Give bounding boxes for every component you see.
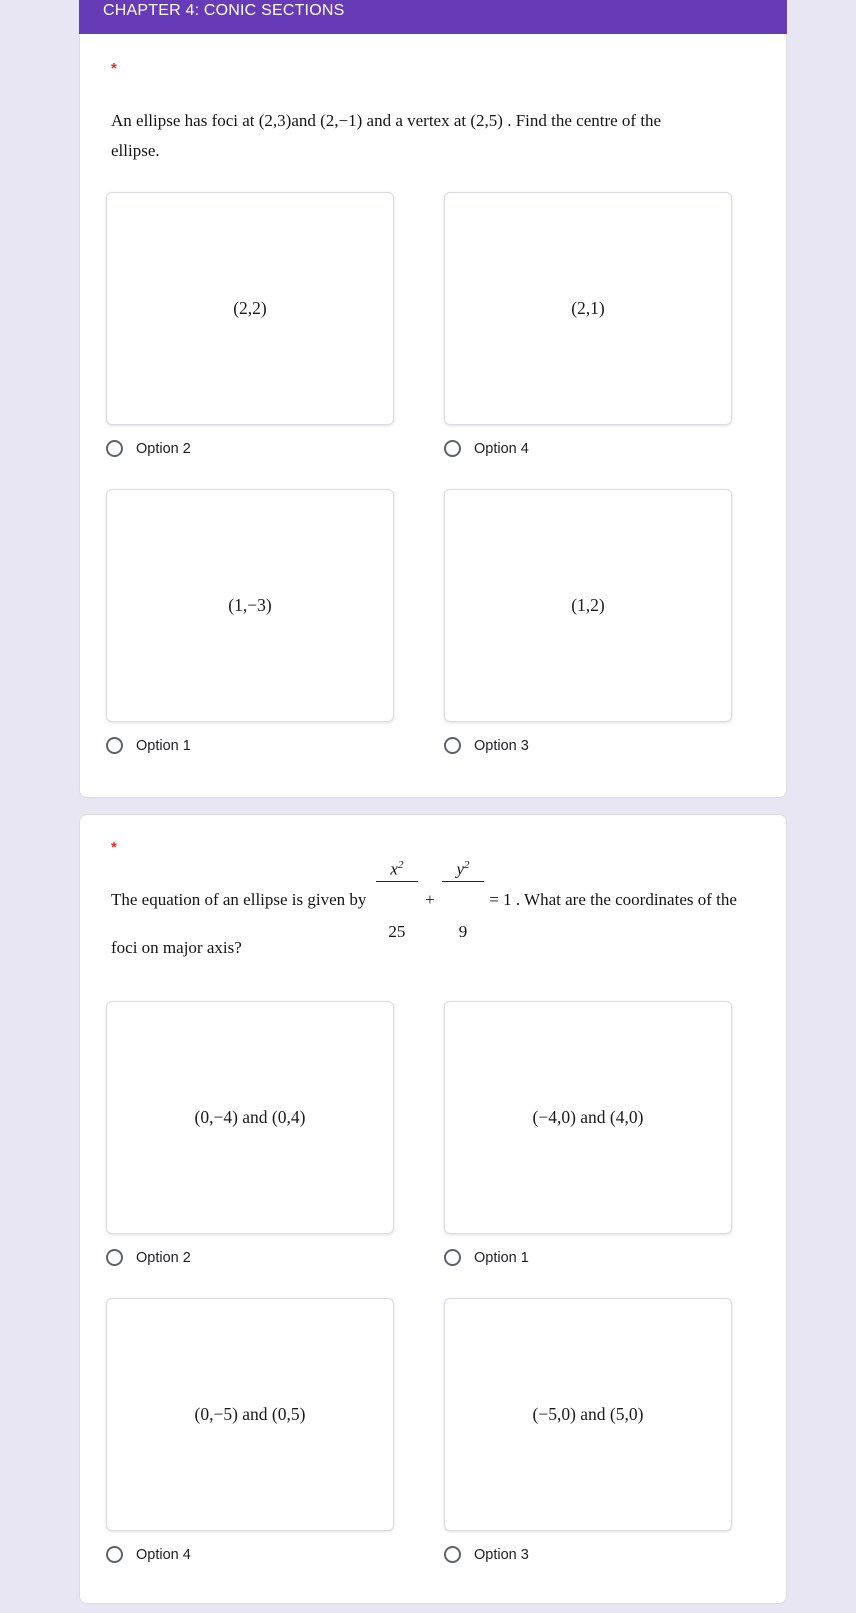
question-card-2 — [79, 814, 787, 1604]
radio-icon[interactable] — [444, 440, 461, 457]
option-math-value: (2,1) — [571, 298, 605, 318]
radio-option[interactable] — [106, 1247, 394, 1268]
radio-label[interactable]: Option 2 — [136, 440, 191, 457]
fraction-numerator: $x^2$ — [376, 859, 419, 882]
question-1-text — [111, 106, 760, 166]
option-math-value: (1,−3) — [228, 595, 272, 615]
option-math-value: (2,2) — [233, 298, 267, 318]
option-math-value: (0,−4) and (0,4) — [194, 1107, 306, 1127]
radio-icon[interactable] — [106, 1249, 123, 1266]
radio-option[interactable] — [444, 438, 732, 459]
radio-label[interactable]: Option 3 — [474, 737, 529, 754]
question-2-line-2: foci on major axis? — [111, 938, 242, 957]
question-1-options — [106, 192, 760, 756]
fraction-denominator: 9 — [458, 921, 468, 941]
option-math-value: (1,2) — [571, 595, 605, 615]
fraction-numerator: $y^2$ — [442, 859, 485, 882]
option-image[interactable] — [444, 489, 732, 722]
option-image[interactable] — [106, 1298, 394, 1531]
radio-icon[interactable] — [444, 1249, 461, 1266]
option-cell — [106, 192, 394, 459]
section-header-banner — [79, 0, 787, 34]
question-2-equation-line — [111, 858, 760, 941]
radio-icon[interactable] — [106, 737, 123, 754]
radio-icon[interactable] — [106, 1546, 123, 1563]
option-cell — [106, 489, 394, 756]
question-1-line-2: ellipse. — [111, 141, 160, 160]
option-cell — [106, 1298, 394, 1565]
option-image[interactable] — [444, 1001, 732, 1234]
radio-option[interactable] — [106, 1544, 394, 1565]
question-1-line-1: An ellipse has foci at (2,3)and (2,−1) and a vertex at (2,5) . Find the centre of the — [111, 111, 662, 130]
option-cell — [444, 489, 732, 756]
fraction-denominator: 25 — [388, 921, 406, 941]
option-cell — [106, 1001, 394, 1268]
option-cell — [444, 192, 732, 459]
section-title: CHAPTER 4: CONIC SECTIONS — [103, 2, 345, 19]
radio-label[interactable]: Option 4 — [136, 1546, 191, 1563]
option-image[interactable] — [106, 489, 394, 722]
form-column — [79, 0, 787, 1604]
option-image[interactable] — [444, 192, 732, 425]
option-math-value: (−4,0) and (4,0) — [532, 1107, 644, 1127]
radio-icon[interactable] — [444, 737, 461, 754]
equation-before-text: The equation of an ellipse is given by — [111, 890, 371, 909]
radio-option[interactable] — [106, 438, 394, 459]
option-image[interactable] — [444, 1298, 732, 1531]
option-image[interactable] — [106, 192, 394, 425]
radio-option[interactable] — [444, 1247, 732, 1268]
plus-operator: + — [425, 890, 435, 909]
radio-label[interactable]: Option 3 — [474, 1546, 529, 1563]
option-math-value: (0,−5) and (0,5) — [194, 1404, 306, 1424]
option-image[interactable] — [106, 1001, 394, 1234]
radio-label[interactable]: Option 1 — [474, 1249, 529, 1266]
radio-option[interactable] — [106, 735, 394, 756]
required-asterisk: * — [111, 839, 117, 856]
radio-icon[interactable] — [106, 440, 123, 457]
question-2-options — [106, 1001, 760, 1565]
radio-label[interactable]: Option 4 — [474, 440, 529, 457]
fraction-x2-over-25 — [376, 819, 419, 980]
option-cell — [444, 1298, 732, 1565]
radio-icon[interactable] — [444, 1546, 461, 1563]
question-card-1 — [79, 34, 787, 798]
equation-after-text: = 1 . What are the coordinates of the — [489, 890, 737, 909]
option-cell — [444, 1001, 732, 1268]
fraction-y2-over-9 — [442, 819, 485, 980]
radio-option[interactable] — [444, 735, 732, 756]
radio-option[interactable] — [444, 1544, 732, 1565]
radio-label[interactable]: Option 2 — [136, 1249, 191, 1266]
required-asterisk: * — [111, 60, 117, 77]
radio-label[interactable]: Option 1 — [136, 737, 191, 754]
option-math-value: (−5,0) and (5,0) — [532, 1404, 644, 1424]
